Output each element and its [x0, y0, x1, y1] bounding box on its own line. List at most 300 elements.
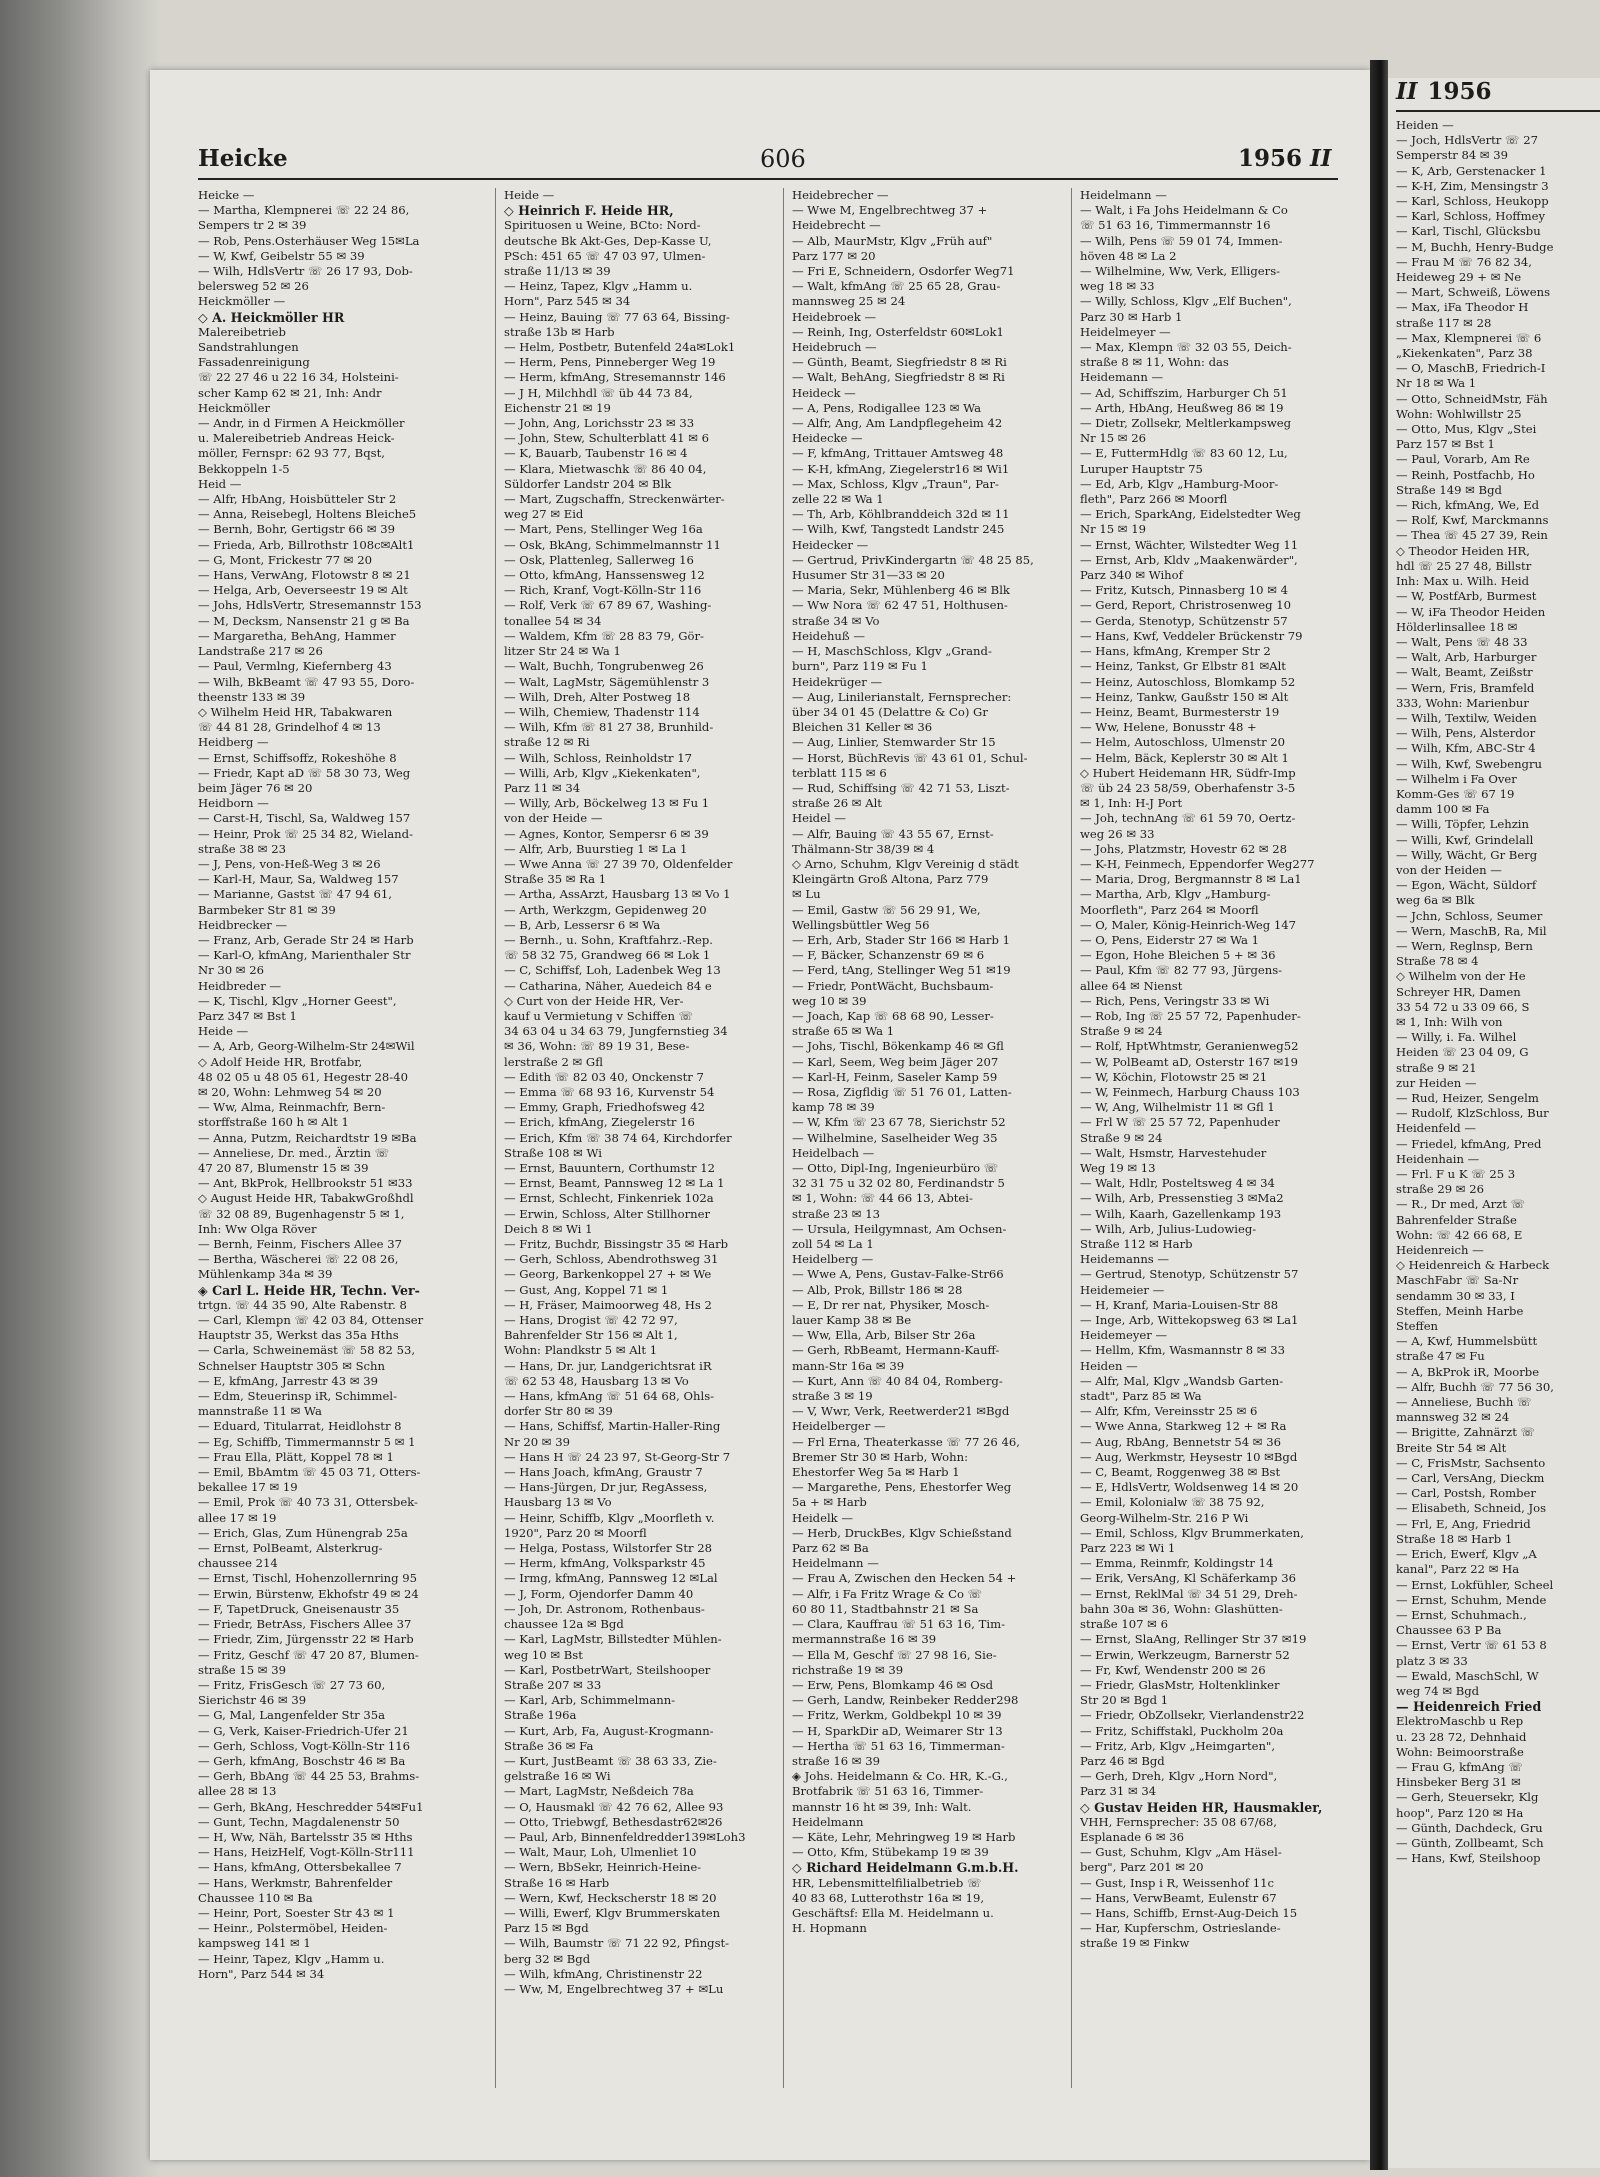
directory-entry-line: — Ernst, SlaAng, Rellinger Str 37 ✉19	[1080, 1632, 1307, 1647]
directory-entry-line: — Emil, Schloss, Klgv Brummerkaten,	[1080, 1525, 1304, 1540]
directory-entry-line: mermannstraße 16 ✉ 39	[792, 1632, 937, 1647]
directory-entry-line: Barmbeker Str 81 ✉ 39	[198, 902, 336, 917]
directory-entry-line: — Max, Klempn ☏ 32 03 55, Deich-	[1080, 340, 1292, 355]
directory-entry-line: — Ww, Ella, Arb, Bilser Str 26a	[792, 1328, 976, 1343]
directory-entry-line: allee 17 ✉ 19	[198, 1510, 277, 1525]
directory-entry-line: Breite Str 54 ✉ Alt	[1396, 1440, 1507, 1455]
directory-entry-line: — Joh, technAng ☏ 61 59 70, Oertz-	[1080, 811, 1296, 826]
directory-entry-line: — Wilh, Kaarh, Gazellenkamp 193	[1080, 1206, 1282, 1221]
directory-entry-line: — Ernst, Arb, Kldv „Maakenwärder",	[1080, 552, 1298, 567]
directory-entry-line: — Wilh, Arb, Julius-Ludowieg-	[1080, 1221, 1257, 1236]
directory-entry-line: — Gerh, Landw, Reinbeker Redder298	[792, 1693, 1019, 1708]
directory-entry-line: belersweg 52 ✉ 26	[198, 279, 309, 294]
directory-entry-line: — Willy, Arb, Böckelweg 13 ✉ Fu 1	[504, 796, 710, 811]
directory-entry-line: Georg-Wilhelm-Str. 216 P Wi	[1080, 1510, 1249, 1525]
directory-entry-line: — Gerd, Report, Christrosenweg 10	[1080, 598, 1291, 613]
directory-entry-line: Sempers tr 2 ✉ 39	[198, 218, 307, 233]
directory-entry-line: — W, Feinmech, Harburg Chauss 103	[1080, 1084, 1300, 1099]
directory-entry-line: Steffen, Meinh Harbe	[1396, 1303, 1524, 1318]
directory-entry-line: kanal", Parz 22 ✉ Ha	[1396, 1562, 1520, 1577]
directory-entry-line: Geschäftsf: Ella M. Heidelmann u.	[792, 1905, 994, 1920]
directory-entry-line: — Walt, Pens ☏ 48 33	[1396, 634, 1528, 649]
directory-entry-line: Esplanade 6 ✉ 36	[1080, 1829, 1185, 1844]
directory-entry-line: zelle 22 ✉ Wa 1	[792, 492, 884, 507]
directory-entry-line: Hauptstr 35, Werkst das 35a Hths	[198, 1328, 399, 1343]
directory-entry-line: — Carst-H, Tischl, Sa, Waldweg 157	[198, 811, 411, 826]
directory-entry-line: — F, TapetDruck, Gneisenaustr 35	[198, 1601, 400, 1616]
directory-entry-line: Heidelberg —	[792, 1252, 874, 1267]
directory-entry-line: Wohn: Wohlwillstr 25	[1396, 406, 1522, 421]
directory-entry-line: — Wilhelmine, Saselheider Weg 35	[792, 1130, 998, 1145]
directory-entry-line: — Frl Erna, Theaterkasse ☏ 77 26 46,	[792, 1434, 1020, 1449]
directory-entry-line: — Wwe M, Engelbrechtweg 37 +	[792, 203, 988, 218]
directory-entry-line: MaschFabr ☏ Sa-Nr	[1396, 1273, 1519, 1288]
directory-entry-line: — Karl, Schloss, Hoffmey	[1396, 209, 1546, 224]
directory-entry-line: — O, Hausmakl ☏ 42 76 62, Allee 93	[504, 1799, 724, 1814]
directory-entry-line: ✉ 1, Inh: Wilh von	[1396, 1014, 1503, 1029]
directory-entry-line: 32 31 75 u 32 02 80, Ferdinandstr 5	[792, 1176, 1005, 1191]
directory-entry-line: Straße 18 ✉ Harb 1	[1396, 1531, 1513, 1546]
directory-entry-line: Heidemeyer —	[1080, 1328, 1168, 1343]
directory-entry-line: VHH, Fernsprecher: 35 08 67/68,	[1080, 1814, 1277, 1829]
directory-entry-line: — Johs, Tischl, Bökenkamp 46 ✉ Gfl	[792, 1039, 1004, 1054]
directory-entry-line: ◇ Curt von der Heide HR, Ver-	[504, 993, 684, 1008]
directory-entry-line: Str 20 ✉ Bgd 1	[1080, 1693, 1169, 1708]
directory-entry-line: — Rolf, HptWhtmstr, Geranienweg52	[1080, 1039, 1299, 1054]
directory-entry-line: Heiden —	[1396, 118, 1454, 132]
directory-entry-line: Bremer Str 30 ✉ Harb, Wohn:	[792, 1449, 968, 1464]
directory-entry-line: weg 27 ✉ Eid	[504, 507, 584, 522]
directory-entry-line: Heidelmann —	[792, 1556, 879, 1571]
directory-entry-line: — Erh, Arb, Stader Str 166 ✉ Harb 1	[792, 932, 1010, 947]
directory-entry-line: — Emma, Reinmfr, Koldingstr 14	[1080, 1556, 1274, 1571]
directory-entry-line: allee 28 ✉ 13	[198, 1784, 277, 1799]
directory-entry-line: — Otto, SchneidMstr, Fäh	[1396, 391, 1548, 406]
directory-entry-line: 1920", Parz 20 ✉ Moorfl	[504, 1525, 647, 1540]
directory-entry-line: — Horst, BüchRevis ☏ 43 61 01, Schul-	[792, 750, 1028, 765]
directory-entry-line: Heidelmeyer —	[1080, 324, 1171, 339]
directory-entry-line: Heidelbach —	[792, 1145, 875, 1160]
directory-entry-line: Heickmöller	[198, 400, 270, 415]
directory-entry-line: Parz 11 ✉ 34	[504, 780, 581, 795]
directory-entry-line: — Ernst, Wächter, Wilstedter Weg 11	[1080, 537, 1299, 552]
directory-entry-line: 5a + ✉ Harb	[792, 1495, 867, 1510]
directory-entry-line: — Clara, Kauffrau ☏ 51 63 16, Tim-	[792, 1617, 1006, 1632]
directory-entry-line: — Wilhelmine, Ww, Verk, Elligers-	[1080, 264, 1281, 279]
directory-entry-line: Heid —	[198, 476, 242, 491]
directory-entry-line: — Walt, Beamt, Zeißstr	[1396, 665, 1533, 680]
directory-entry-line: — Mart, Schweiß, Löwens	[1396, 285, 1551, 300]
directory-entry-line: kauf u Vermietung v Schiffen ☏	[504, 1008, 694, 1023]
directory-entry-line: — Willi, Töpfer, Lehzin	[1396, 817, 1529, 832]
directory-entry-line: Wohn: Beimoorstraße	[1396, 1744, 1524, 1759]
directory-entry-line: weg 6a ✉ Blk	[1396, 893, 1475, 908]
directory-entry-line: — Rob, Ing ☏ 25 57 72, Papenhuder-	[1080, 1008, 1301, 1023]
directory-entry-line: — Rich, Kranf, Vogt-Kölln-Str 116	[504, 583, 702, 598]
directory-entry-line: — Elisabeth, Schneid, Jos	[1396, 1501, 1547, 1516]
directory-entry-line: — Mart, LagMstr, Neßdeich 78a	[504, 1784, 694, 1799]
directory-entry-line: theenstr 133 ✉ 39	[198, 689, 306, 704]
directory-entry-line: richstraße 19 ✉ 39	[792, 1662, 904, 1677]
directory-entry-line: — Carla, Schweinemäst ☏ 58 82 53,	[198, 1343, 416, 1358]
directory-entry-line: — Carl, Klempn ☏ 42 03 84, Ottenser	[198, 1313, 424, 1328]
directory-entry-line: — M, Decksm, Nansenstr 21 g ✉ Ba	[198, 613, 410, 628]
directory-entry-line: — Bertha, Wäscherei ☏ 22 08 26,	[198, 1252, 399, 1267]
directory-entry-line: straße 47 ✉ Fu	[1396, 1349, 1485, 1364]
directory-entry-line: — W, Kwf, Geibelstr 55 ✉ 39	[198, 248, 365, 263]
directory-entry-line: — Otto, Mus, Klgv „Stei	[1396, 422, 1537, 437]
directory-entry-line: — Ernst, Beamt, Pannsweg 12 ✉ La 1	[504, 1176, 725, 1191]
directory-entry-line: — Erwin, Bürstenw, Ekhofstr 49 ✉ 24	[198, 1586, 419, 1601]
directory-entry-line: — A, BkProk iR, Moorbe	[1396, 1364, 1540, 1379]
directory-entry-line: — Catharina, Näher, Auedeich 84 e	[504, 978, 712, 993]
directory-entry-line: — Hans Joach, kfmAng, Graustr 7	[504, 1465, 703, 1480]
directory-entry-line: — Hans, Werkmstr, Bahrenfelder	[198, 1875, 393, 1890]
directory-entry-line: Schnelser Hauptstr 305 ✉ Schn	[198, 1358, 385, 1373]
directory-entry-line: — Rosa, Zigfldig ☏ 51 76 01, Latten-	[792, 1084, 1012, 1099]
directory-entry-line: — Hans, VerwAng, Flotowstr 8 ✉ 21	[198, 568, 411, 583]
directory-entry-line: Heidel —	[792, 811, 846, 826]
directory-entry-line: — Heinr, Prok ☏ 25 34 82, Wieland-	[198, 826, 413, 841]
directory-entry-line: — Fritz, FrisGesch ☏ 27 73 60,	[198, 1677, 386, 1692]
directory-entry-line: ◇ Wilhelm von der He	[1396, 969, 1526, 984]
directory-entry-line: weg 10 ✉ 39	[792, 993, 867, 1008]
directory-entry-line: — Wilh, Dreh, Alter Postweg 18	[504, 689, 691, 704]
directory-entry-line: Heidenfeld —	[1396, 1121, 1476, 1136]
directory-entry-line: Nr 15 ✉ 19	[1080, 522, 1146, 537]
directory-entry-line: — Gerh, Schloss, Vogt-Kölln-Str 116	[198, 1738, 411, 1753]
directory-entry-line: — Wilh, Kwf, Tangstedt Landstr 245	[792, 522, 1005, 537]
directory-entry-line: ☏ 44 81 28, Grindelhof 4 ✉ 13	[198, 720, 381, 735]
directory-entry-line: — Ferd, tAng, Stellinger Weg 51 ✉19	[792, 963, 1011, 978]
directory-entry-line: straße 117 ✉ 28	[1396, 315, 1492, 330]
directory-entry-line: — Gertrud, Stenotyp, Schützenstr 57	[1080, 1267, 1299, 1282]
directory-entry-line: — Carl, Postsh, Romber	[1396, 1486, 1536, 1501]
directory-entry-line: — Käte, Lehr, Mehringweg 19 ✉ Harb	[792, 1829, 1016, 1844]
directory-entry-line: — Wwe A, Pens, Gustav-Falke-Str66	[792, 1267, 1004, 1282]
directory-entry-line: — Heinz, Tankst, Gr Elbstr 81 ✉Alt	[1080, 659, 1286, 674]
directory-entry-line: — Walt, Arb, Harburger	[1396, 650, 1537, 665]
directory-entry-line: — Wern, Kwf, Heckscherstr 18 ✉ 20	[504, 1890, 717, 1905]
directory-entry-line: — Bernh, Bohr, Gertigstr 66 ✉ 39	[198, 522, 395, 537]
directory-entry-line: ☏ 22 27 46 u 22 16 34, Holsteini-	[198, 370, 399, 385]
directory-entry-line: — E, Dr rer nat, Physiker, Mosch-	[792, 1297, 990, 1312]
directory-entry-line: litzer Str 24 ✉ Wa 1	[504, 644, 621, 659]
directory-entry-line: ◇ A. Heickmöller HR	[198, 309, 345, 325]
directory-entry-line: — Ursula, Heilgymnast, Am Ochsen-	[792, 1221, 1007, 1236]
directory-entry-line: — Fritz, Geschf ☏ 47 20 87, Blumen-	[198, 1647, 419, 1662]
directory-entry-line: — B, Arb, Lessersr 6 ✉ Wa	[504, 917, 661, 932]
directory-entry-line: chaussee 12a ✉ Bgd	[504, 1617, 624, 1632]
directory-entry-line: berg 32 ✉ Bgd	[504, 1951, 591, 1966]
directory-entry-line: Straße 207 ✉ 33	[504, 1677, 602, 1692]
directory-entry-line: PSch: 451 65 ☏ 47 03 97, Ulmen-	[504, 248, 706, 263]
directory-entry-line: Straße 108 ✉ Wi	[504, 1145, 602, 1160]
directory-entry-line: von der Heiden —	[1396, 862, 1502, 877]
directory-entry-line: — Wilh, Arb, Pressenstieg 3 ✉Ma2	[1080, 1191, 1284, 1206]
directory-entry-line: — Helm, Autoschloss, Ulmenstr 20	[1080, 735, 1286, 750]
directory-entry-line: — Emil, Prok ☏ 40 73 31, Ottersbek-	[198, 1495, 418, 1510]
directory-entry-line: — Fritz, Schiffstakl, Puckholm 20a	[1080, 1723, 1284, 1738]
directory-entry-line: Inh: Max u. Wilh. Heid	[1396, 574, 1530, 589]
directory-entry-line: ◇ Hubert Heidemann HR, Südfr-Imp	[1080, 765, 1296, 780]
directory-entry-line: — Bernh, Feinm, Fischers Allee 37	[198, 1237, 402, 1252]
directory-entry-line: — Günth, Dachdeck, Gru	[1396, 1820, 1543, 1835]
directory-entry-line: — Gunt, Techn, Magdalenenstr 50	[198, 1814, 400, 1829]
directory-entry-line: — Emil, Kolonialw ☏ 38 75 92,	[1080, 1495, 1265, 1510]
directory-entry-line: Parz 31 ✉ 34	[1080, 1784, 1157, 1799]
directory-entry-line: Heidenhain —	[1396, 1151, 1480, 1166]
directory-entry-line: — Thea ☏ 45 27 39, Rein	[1396, 528, 1548, 543]
directory-entry-line: Heidelmann	[792, 1814, 864, 1829]
directory-entry-line: Bahrenfelder Straße	[1396, 1212, 1517, 1227]
book-gutter	[1370, 60, 1388, 2170]
directory-entry-line: — Margarethe, Pens, Ehestorfer Weg	[792, 1480, 1012, 1495]
directory-entry-line: — Rud, Heizer, Sengelm	[1396, 1091, 1539, 1105]
directory-entry-line: — Karl, PostbetrWart, Steilshooper	[504, 1662, 711, 1677]
directory-entry-line: — Hans, Dr. jur, Landgerichtsrat iR	[504, 1358, 712, 1373]
directory-entry-line: ◇ Heidenreich & Harbeck	[1396, 1258, 1550, 1273]
directory-entry-line: — Wern, Fris, Bramfeld	[1396, 680, 1535, 695]
directory-entry-line: Parz 340 ✉ Wihof	[1080, 568, 1183, 583]
directory-entry-line: — Rob, Pens.Osterhäuser Weg 15✉La	[198, 233, 420, 248]
directory-entry-line: — Artha, AssArzt, Hausbarg 13 ✉ Vo 1	[504, 887, 731, 902]
directory-entry-line: u. Malereibetrieb Andreas Heick-	[198, 431, 395, 446]
directory-entry-line: — Frl W ☏ 25 57 72, Papenhuder	[1080, 1115, 1280, 1130]
directory-entry-line: — A, Arb, Georg-Wilhelm-Str 24✉Wil	[198, 1039, 415, 1054]
directory-entry-line: 40 83 68, Lutterothstr 16a ✉ 19,	[792, 1890, 985, 1905]
directory-entry-line: Straße 35 ✉ Ra 1	[504, 872, 607, 887]
directory-entry-line: — Helm, Postbetr, Butenfeld 24a✉Lok1	[504, 340, 736, 355]
directory-entry-line: — Har, Kupferschm, Ostrieslande-	[1080, 1921, 1281, 1936]
directory-entry-line: Wellingsbüttler Weg 56	[792, 917, 930, 932]
directory-entry-line: — O, MaschB, Friedrich-I	[1396, 361, 1546, 376]
directory-entry-line: — Ernst, PolBeamt, Alsterkrug-	[198, 1541, 383, 1556]
directory-entry-line: Schreyer HR, Damen	[1396, 984, 1521, 999]
directory-entry-line: — J, Form, Ojendorfer Damm 40	[504, 1586, 694, 1601]
directory-entry-line: — Friedr, Zim, Jürgensstr 22 ✉ Harb	[198, 1632, 414, 1647]
directory-entry-line: ◇ Heinrich F. Heide HR,	[504, 203, 674, 219]
directory-entry-line: — Günth, Beamt, Siegfriedstr 8 ✉ Ri	[792, 355, 1007, 370]
directory-entry-line: — Ad, Schiffszim, Harburger Ch 51	[1080, 385, 1288, 400]
directory-entry-line: — Friedel, kfmAng, Pred	[1396, 1136, 1542, 1151]
directory-entry-line: mannstr 16 ht ✉ 39, Inh: Walt.	[792, 1799, 972, 1814]
directory-entry-line: — Karl, Arb, Schimmelmann-	[504, 1693, 676, 1708]
directory-entry-line: — J H, Milchhdl ☏ üb 44 73 84,	[504, 385, 693, 400]
directory-entry-line: chaussee 214	[198, 1556, 278, 1571]
directory-entry-line: — Alfr, Bauing ☏ 43 55 67, Ernst-	[792, 826, 994, 841]
directory-entry-line: — Wilh, Chemiew, Thadenstr 114	[504, 704, 700, 719]
directory-entry-line: — Helga, Arb, Oeverseestr 19 ✉ Alt	[198, 583, 408, 598]
directory-entry-line: lerstraße 2 ✉ Gfl	[504, 1054, 603, 1069]
directory-entry-line: — Ww, Alma, Reinmachfr, Bern-	[198, 1100, 386, 1115]
directory-entry-line: — Rich, kfmAng, We, Ed	[1396, 498, 1540, 513]
directory-entry-line: Parz 223 ✉ Wi 1	[1080, 1541, 1176, 1556]
directory-entry-line: — Frl. F u K ☏ 25 3	[1396, 1167, 1516, 1182]
directory-entry-line: — Th, Arb, Köhlbranddeich 32d ✉ 11	[792, 507, 1010, 522]
directory-entry-line: ElektroMaschb u Rep	[1396, 1714, 1524, 1729]
directory-entry-line: — M, Buchh, Henry-Budge	[1396, 239, 1554, 254]
directory-entry-line: — Jchn, Schloss, Seumer	[1396, 908, 1543, 923]
directory-entry-line: straße 38 ✉ 23	[198, 841, 286, 856]
directory-entry-line: — Joh, Dr. Astronom, Rothenbaus-	[504, 1601, 705, 1616]
directory-entry-line: Heideweg 29 + ✉ Ne	[1396, 270, 1522, 285]
directory-entry-line: — Emmy, Graph, Friedhofsweg 42	[504, 1100, 705, 1115]
directory-entry-line: — Karl-H, Feinm, Saseler Kamp 59	[792, 1069, 998, 1084]
directory-entry-line: — Gerh, BbAng ☏ 44 25 53, Brahms-	[198, 1769, 420, 1784]
directory-entry-line: Straße 149 ✉ Bgd	[1396, 482, 1502, 497]
directory-entry-line: — Gerda, Stenotyp, Schützenstr 57	[1080, 613, 1288, 628]
directory-entry-line: — Karl, Seem, Weg beim Jäger 207	[792, 1054, 999, 1069]
directory-entry-line: Husumer Str 31—33 ✉ 20	[792, 568, 945, 583]
directory-entry-line: „Kiekenkaten", Parz 38	[1396, 346, 1533, 361]
directory-entry-line: — R., Dr med, Arzt ☏	[1396, 1197, 1526, 1212]
directory-entry-line: Heidberg —	[198, 735, 269, 750]
directory-entry-line: Moorfleth", Parz 264 ✉ Moorfl	[1080, 902, 1259, 917]
directory-entry-line: — Helm, Bäck, Keplerstr 30 ✉ Alt 1	[1080, 750, 1289, 765]
directory-entry-line: — Wilh, kfmAng, Christinenstr 22	[504, 1966, 703, 1981]
directory-entry-line: — E, FuttermHdlg ☏ 83 60 12, Lu,	[1080, 446, 1288, 461]
directory-entry-line: — G, Mal, Langenfelder Str 35a	[198, 1708, 386, 1723]
directory-entry-line: terblatt 115 ✉ 6	[792, 765, 887, 780]
directory-entry-line: — Emma ☏ 68 93 16, Kurvenstr 54	[504, 1084, 715, 1099]
directory-entry-line: Chaussee 63 P Ba	[1396, 1623, 1502, 1638]
directory-entry-line: — Inge, Arb, Wittekopsweg 63 ✉ La1	[1080, 1313, 1299, 1328]
directory-entry-line: lauer Kamp 38 ✉ Be	[792, 1313, 912, 1328]
directory-entry-line: Heidemann —	[1080, 370, 1164, 385]
directory-entry-line: höven 48 ✉ La 2	[1080, 248, 1177, 263]
directory-entry-line: — G, Mont, Frickestr 77 ✉ 20	[198, 552, 372, 567]
directory-entry-line: — Reinh, Postfachb, Ho	[1396, 467, 1535, 482]
directory-entry-line: — Egon, Hohe Bleichen 5 + ✉ 36	[1080, 948, 1276, 963]
directory-entry-line: — K, Arb, Gerstenacker 1	[1396, 163, 1547, 178]
directory-entry-line: — Walt, Hdlr, Posteltsweg 4 ✉ 34	[1080, 1176, 1275, 1191]
directory-entry-line: — Alfr, Ang, Am Landpflegeheim 42	[792, 416, 1003, 431]
directory-entry-line: Straße 36 ✉ Fa	[504, 1738, 594, 1753]
directory-entry-line: — Irmg, kfmAng, Pannsweg 12 ✉Lal	[504, 1571, 718, 1586]
directory-entry-line: — Erich, kfmAng, Ziegelerstr 16	[504, 1115, 695, 1130]
directory-entry-line: — W, iFa Theodor Heiden	[1396, 604, 1546, 619]
directory-entry-line: damm 100 ✉ Fa	[1396, 802, 1490, 817]
directory-entry-line: Parz 30 ✉ Harb 1	[1080, 309, 1183, 324]
directory-entry-line: Kleingärtn Groß Altona, Parz 779	[792, 872, 989, 887]
directory-entry-line: — Alfr, Mal, Klgv „Wandsb Garten-	[1080, 1373, 1284, 1388]
directory-entry-line: — Rud, Schiffsing ☏ 42 71 53, Liszt-	[792, 780, 1010, 795]
directory-entry-line: — Ernst, Schiffsoffz, Rokeshöhe 8	[198, 750, 397, 765]
directory-entry-line: — Heidenreich Fried	[1396, 1699, 1542, 1715]
directory-entry-line: — Kurt, Arb, Fa, August-Krogmann-	[504, 1723, 714, 1738]
directory-entry-line: Heidebrecher —	[792, 188, 889, 202]
directory-entry-line: Eichenstr 21 ✉ 19	[504, 400, 611, 415]
directory-entry-line: — Erw, Pens, Blomkamp 46 ✉ Osd	[792, 1677, 994, 1692]
directory-entry-line: sendamm 30 ✉ 33, I	[1396, 1288, 1515, 1303]
directory-entry-line: — Franz, Arb, Gerade Str 24 ✉ Harb	[198, 932, 414, 947]
directory-entry-line: — Aug, Linilerianstalt, Fernsprecher:	[792, 689, 1012, 704]
directory-entry-line: — Marianne, Gastst ☏ 47 94 61,	[198, 887, 392, 902]
directory-entry-line: — Frau A, Zwischen den Hecken 54 +	[792, 1571, 1017, 1586]
directory-entry-line: — O, Maler, König-Heinrich-Weg 147	[1080, 917, 1297, 932]
directory-entry-line: Luruper Hauptstr 75	[1080, 461, 1203, 476]
directory-entry-line: zur Heiden —	[1396, 1075, 1477, 1090]
directory-entry-line: — Wilh, Baumstr ☏ 71 22 92, Pfingst-	[504, 1936, 730, 1951]
directory-entry-line: ◇ Adolf Heide HR, Brotfabr,	[198, 1054, 363, 1069]
directory-entry-line: — Emil, Gastw ☏ 56 29 91, We,	[792, 902, 981, 917]
directory-entry-line: kampsweg 141 ✉ 1	[198, 1936, 311, 1951]
directory-entry-line: — W, PostfArb, Burmest	[1396, 589, 1537, 604]
directory-entry-line: — Martha, Arb, Klgv „Hamburg-	[1080, 887, 1271, 902]
directory-entry-line: — Aug, Werkmstr, Heysestr 10 ✉Bgd	[1080, 1449, 1298, 1464]
directory-entry-line: trtgn. ☏ 44 35 90, Alte Rabenstr. 8	[198, 1297, 407, 1312]
directory-entry-line: — Eduard, Titularrat, Heidlohstr 8	[198, 1419, 402, 1434]
directory-entry-line: 60 80 11, Stadtbahnstr 21 ✉ Sa	[792, 1601, 979, 1616]
directory-entry-line: — E, kfmAng, Jarrestr 43 ✉ 39	[198, 1373, 378, 1388]
directory-entry-line: — Hans, kfmAng ☏ 51 64 68, Ohls-	[504, 1389, 715, 1404]
directory-entry-line: — Wern, BbSekr, Heinrich-Heine-	[504, 1860, 702, 1875]
directory-entry-line: weg 74 ✉ Bgd	[1396, 1683, 1480, 1698]
directory-column-1	[198, 188, 488, 1982]
directory-column-4	[1080, 188, 1352, 1952]
directory-entry-line: — Hans H ☏ 24 23 97, St-Georg-Str 7	[504, 1449, 731, 1464]
directory-entry-line: Parz 347 ✉ Bst 1	[198, 1008, 297, 1023]
directory-entry-line: — Herm, kfmAng, Stresemannstr 146	[504, 370, 726, 385]
directory-entry-line: — Ernst, Lokfühler, Scheel	[1396, 1577, 1554, 1592]
directory-entry-line: — Paul, Vorarb, Am Re	[1396, 452, 1530, 467]
directory-entry-line: — Hans, kfmAng, Ottersbekallee 7	[198, 1860, 402, 1875]
directory-entry-line: — Fritz, Arb, Klgv „Heimgarten",	[1080, 1738, 1276, 1753]
directory-entry-line: — Erich, Ewerf, Klgv „A	[1396, 1547, 1537, 1562]
directory-entry-line: — Alfr, i Fa Fritz Wrage & Co ☏	[792, 1586, 983, 1601]
directory-entry-line: — Otto, Dipl-Ing, Ingenieurbüro ☏	[792, 1161, 999, 1175]
directory-entry-line: Steffen	[1396, 1319, 1439, 1334]
directory-entry-line: Heidecker —	[792, 537, 869, 552]
directory-entry-line: — Ww Nora ☏ 62 47 51, Holthusen-	[792, 598, 1008, 613]
directory-entry-line: Heickmöller —	[198, 294, 286, 309]
directory-entry-line: — H, Ww, Näh, Bartelsstr 35 ✉ Hths	[198, 1829, 413, 1844]
directory-entry-line: — Arth, HbAng, Heußweg 86 ✉ 19	[1080, 400, 1284, 415]
directory-entry-line: — H, Fräser, Maimoorweg 48, Hs 2	[504, 1297, 712, 1312]
directory-entry-line: — Walt, i Fa Johs Heidelmann & Co	[1080, 203, 1288, 218]
directory-entry-line: ◇ Richard Heidelmann G.m.b.H.	[792, 1860, 1019, 1876]
directory-entry-line: — Karl, LagMstr, Billstedter Mühlen-	[504, 1632, 722, 1647]
directory-entry-line: — Ewald, MaschSchl, W	[1396, 1668, 1539, 1683]
directory-entry-line: — Wilh, Schloss, Reinholdstr 17	[504, 750, 693, 765]
directory-entry-line: — Heinr, Tapez, Klgv „Hamm u.	[198, 1951, 385, 1966]
directory-entry-line: — Wern, Reglnsp, Bern	[1396, 938, 1533, 953]
directory-entry-line: — John, Ang, Lorichsstr 23 ✉ 33	[504, 416, 695, 431]
directory-entry-line: — Helga, Postass, Wilstorfer Str 28	[504, 1541, 712, 1556]
directory-entry-line: Komm-Ges ☏ 67 19	[1396, 786, 1515, 801]
header-rule	[198, 178, 1338, 180]
directory-entry-line: H. Hopmann	[792, 1921, 867, 1936]
directory-entry-line: — Willi, Ewerf, Klgv Brummerskaten	[504, 1905, 721, 1920]
directory-entry-line: Heideck —	[792, 385, 856, 400]
directory-entry-line: Heiden ☏ 23 04 09, G	[1396, 1045, 1529, 1060]
directory-entry-line: ✉ 1, Inh: H-J Port	[1080, 796, 1183, 811]
directory-entry-line: ✉ 1, Wohn: ☏ 44 66 13, Abtei-	[792, 1191, 973, 1206]
directory-entry-line: straße 23 ✉ 13	[792, 1206, 880, 1221]
directory-entry-line: — Maria, Drog, Bergmannstr 8 ✉ La1	[1080, 872, 1302, 887]
directory-entry-line: ◇ August Heide HR, TabakwGroßhdl	[198, 1191, 414, 1206]
directory-entry-line: — C, Schiffsf, Loh, Ladenbek Weg 13	[504, 963, 721, 978]
directory-entry-line: — Fritz, Werkm, Goldbekpl 10 ✉ 39	[792, 1708, 1002, 1723]
directory-entry-line: — Gerh, Schloss, Abendrothsweg 31	[504, 1252, 719, 1267]
directory-entry-line: — Erich, Glas, Zum Hünengrab 25a	[198, 1525, 408, 1540]
directory-entry-line: — Max, Klempnerei ☏ 6	[1396, 330, 1542, 345]
directory-entry-line: Nr 30 ✉ 26	[198, 963, 264, 978]
directory-entry-line: — Hans, HeizHelf, Vogt-Kölln-Str111	[198, 1845, 415, 1860]
directory-entry-line: — Brigitte, Zahnärzt ☏	[1396, 1425, 1536, 1440]
directory-entry-line: — Fri E, Schneidern, Osdorfer Weg71	[792, 264, 1015, 279]
